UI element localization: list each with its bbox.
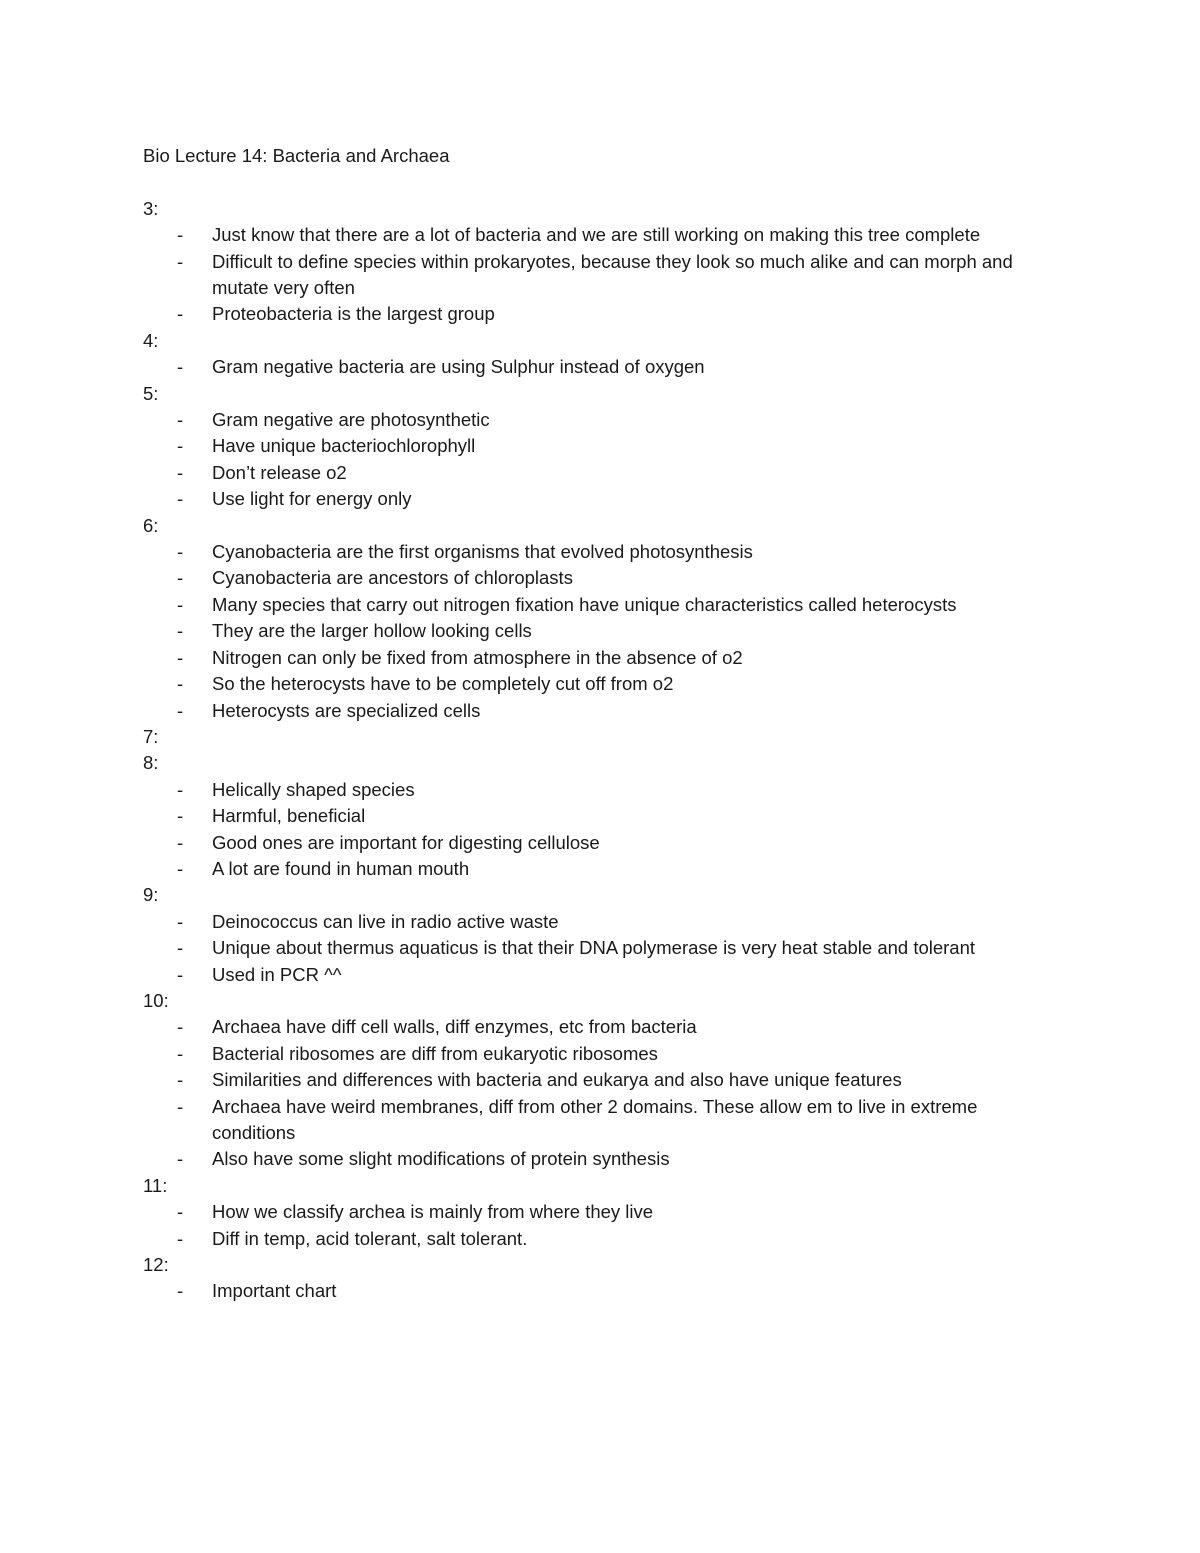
bullet-item <box>143 1014 1063 1040</box>
bullet-list <box>143 777 1063 883</box>
dash-bullet-icon: - <box>177 805 184 827</box>
bullet-item <box>143 1146 1063 1172</box>
bullet-text: Diff in temp, acid tolerant, salt tolerant. <box>212 1227 528 1249</box>
bullet-text: Gram negative are photosynthetic <box>212 409 490 431</box>
bullet-item <box>143 618 1063 644</box>
bullet-item <box>143 354 1063 380</box>
bullet-item <box>143 539 1063 565</box>
slide-section <box>143 882 1063 988</box>
bullet-text: Have unique bacteriochlorophyll <box>212 435 476 457</box>
bullet-list <box>143 1014 1063 1172</box>
dash-bullet-icon: - <box>177 673 184 695</box>
dash-bullet-icon: - <box>177 356 184 378</box>
bullet-item <box>143 1041 1063 1067</box>
dash-bullet-icon: - <box>177 646 184 668</box>
bullet-list <box>143 1278 1063 1304</box>
slide-section <box>143 513 1063 724</box>
bullet-item <box>143 1094 1063 1147</box>
dash-bullet-icon: - <box>177 1148 184 1170</box>
dash-bullet-icon: - <box>177 461 184 483</box>
dash-bullet-icon: - <box>177 488 184 510</box>
slide-number-label: 9: <box>143 884 159 906</box>
bullet-text: Also have some slight modifications of protein synthesis <box>212 1148 670 1170</box>
bullet-item <box>143 460 1063 486</box>
dash-bullet-icon: - <box>177 409 184 431</box>
bullet-text: Unique about thermus aquaticus is that their DNA polymerase is very heat stable and tolerant <box>212 937 976 959</box>
bullet-text: Just know that there are a lot of bacteria and we are still working on making this tree complete <box>212 224 981 246</box>
slide-number-label: 6: <box>143 514 159 536</box>
bullet-text: Harmful, beneficial <box>212 805 366 827</box>
slide-number-label: 7: <box>143 725 159 747</box>
bullet-text: Many species that carry out nitrogen fixation have unique characteristics called heterocysts <box>212 593 957 615</box>
bullet-item <box>143 803 1063 829</box>
dash-bullet-icon: - <box>177 567 184 589</box>
dash-bullet-icon: - <box>177 224 184 246</box>
bullet-text: So the heterocysts have to be completely cut off from o2 <box>212 673 674 695</box>
bullet-item <box>143 1067 1063 1093</box>
bullet-list <box>143 407 1063 513</box>
bullet-text: Difficult to define species within prokaryotes, because they look so much alike and can morph and mutate very often <box>212 250 1013 299</box>
slide-section <box>143 988 1063 1173</box>
bullet-item <box>143 645 1063 671</box>
bullet-text: Good ones are important for digesting cellulose <box>212 831 600 853</box>
dash-bullet-icon: - <box>177 910 184 932</box>
slide-number-label: 10: <box>143 989 169 1011</box>
slide-section <box>143 724 1063 750</box>
slide-number-label: 12: <box>143 1254 169 1276</box>
bullet-item <box>143 433 1063 459</box>
dash-bullet-icon: - <box>177 1095 184 1117</box>
dash-bullet-icon: - <box>177 435 184 457</box>
bullet-item <box>143 592 1063 618</box>
dash-bullet-icon: - <box>177 831 184 853</box>
bullet-text: Gram negative bacteria are using Sulphur instead of oxygen <box>212 356 705 378</box>
bullet-list <box>143 222 1063 328</box>
slide-section <box>143 196 1063 328</box>
bullet-text: Archaea have diff cell walls, diff enzymes, etc from bacteria <box>212 1016 697 1038</box>
bullet-text: Nitrogen can only be fixed from atmosphere in the absence of o2 <box>212 646 743 668</box>
bullet-item <box>143 565 1063 591</box>
slide-number-label: 11: <box>143 1174 168 1196</box>
slide-number-label: 4: <box>143 329 159 351</box>
bullet-item <box>143 856 1063 882</box>
bullet-item <box>143 935 1063 961</box>
bullet-list <box>143 1199 1063 1252</box>
slide-section <box>143 1252 1063 1305</box>
slide-section <box>143 750 1063 882</box>
bullet-text: Use light for energy only <box>212 488 412 510</box>
slide-number-label: 5: <box>143 382 159 404</box>
bullet-item <box>143 1278 1063 1304</box>
bullet-item <box>143 407 1063 433</box>
blank-line <box>143 169 1063 195</box>
dash-bullet-icon: - <box>177 541 184 563</box>
dash-bullet-icon: - <box>177 620 184 642</box>
bullet-text: Proteobacteria is the largest group <box>212 303 495 325</box>
bullet-text: Deinococcus can live in radio active waste <box>212 910 559 932</box>
dash-bullet-icon: - <box>177 937 184 959</box>
dash-bullet-icon: - <box>177 857 184 879</box>
slide-number-label: 3: <box>143 197 159 219</box>
dash-bullet-icon: - <box>177 1227 184 1249</box>
slide-number-label: 8: <box>143 752 159 774</box>
dash-bullet-icon: - <box>177 303 184 325</box>
dash-bullet-icon: - <box>177 1280 184 1302</box>
bullet-item <box>143 909 1063 935</box>
bullet-text: Cyanobacteria are the first organisms that evolved photosynthesis <box>212 541 753 563</box>
bullet-text: Don’t release o2 <box>212 461 347 483</box>
document-title: Bio Lecture 14: Bacteria and Archaea <box>143 145 450 166</box>
slide-section <box>143 381 1063 513</box>
dash-bullet-icon: - <box>177 963 184 985</box>
bullet-text: Used in PCR ^^ <box>212 963 342 985</box>
bullet-text: Cyanobacteria are ancestors of chloroplasts <box>212 567 573 589</box>
bullet-item <box>143 962 1063 988</box>
dash-bullet-icon: - <box>177 250 184 272</box>
bullet-text: Important chart <box>212 1280 337 1302</box>
bullet-item <box>143 249 1063 302</box>
bullet-text: A lot are found in human mouth <box>212 857 470 879</box>
dash-bullet-icon: - <box>177 778 184 800</box>
bullet-item <box>143 1226 1063 1252</box>
bullet-text: Heterocysts are specialized cells <box>212 699 481 721</box>
slide-section <box>143 328 1063 381</box>
bullet-item <box>143 830 1063 856</box>
bullet-text: Bacterial ribosomes are diff from eukaryotic ribosomes <box>212 1042 658 1064</box>
dash-bullet-icon: - <box>177 1201 184 1223</box>
notes-sections <box>143 196 1063 1305</box>
bullet-item <box>143 486 1063 512</box>
dash-bullet-icon: - <box>177 699 184 721</box>
bullet-item <box>143 1199 1063 1225</box>
dash-bullet-icon: - <box>177 1042 184 1064</box>
bullet-item <box>143 301 1063 327</box>
bullet-text: They are the larger hollow looking cells <box>212 620 532 642</box>
slide-section <box>143 1173 1063 1252</box>
bullet-text: Archaea have weird membranes, diff from other 2 domains. These allow em to live in extreme conditions <box>212 1095 978 1144</box>
bullet-text: Similarities and differences with bacteria and eukarya and also have unique features <box>212 1069 902 1091</box>
dash-bullet-icon: - <box>177 593 184 615</box>
bullet-list <box>143 539 1063 724</box>
dash-bullet-icon: - <box>177 1069 184 1091</box>
bullet-list <box>143 909 1063 988</box>
bullet-item <box>143 777 1063 803</box>
bullet-text: How we classify archea is mainly from where they live <box>212 1201 654 1223</box>
dash-bullet-icon: - <box>177 1016 184 1038</box>
document-body <box>143 143 1063 1305</box>
bullet-item <box>143 698 1063 724</box>
bullet-text: Helically shaped species <box>212 778 415 800</box>
bullet-list <box>143 354 1063 380</box>
bullet-item <box>143 671 1063 697</box>
bullet-item <box>143 222 1063 248</box>
